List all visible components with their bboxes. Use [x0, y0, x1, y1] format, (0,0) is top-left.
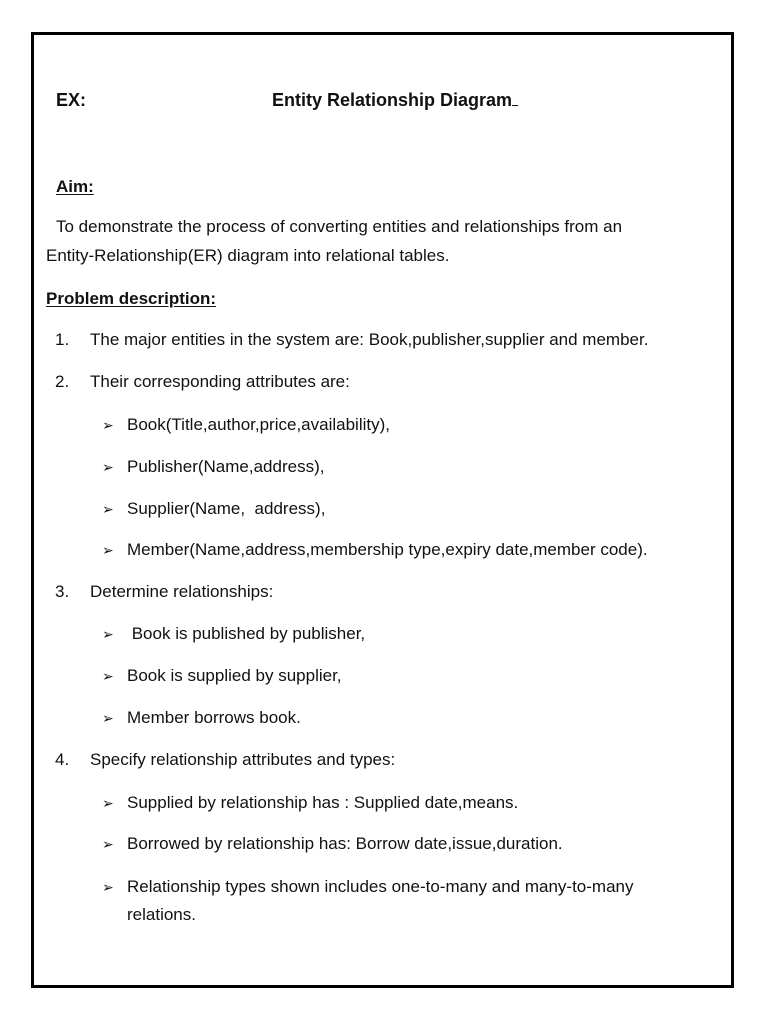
bullet-item: Book is supplied by supplier, — [127, 666, 342, 685]
bullet-item: Publisher(Name,address), — [127, 457, 325, 476]
bullet-item: Member(Name,address,membership type,expiry date,member code). — [127, 540, 648, 559]
bullet-item: Supplier(Name, address), — [127, 499, 326, 518]
arrow-bullet-icon: ➢ — [102, 795, 114, 811]
aim-text-line-1: To demonstrate the process of converting entities and relationships from an — [56, 217, 623, 236]
list-number: 2. — [55, 372, 70, 391]
arrow-bullet-icon: ➢ — [102, 710, 114, 726]
arrow-bullet-icon: ➢ — [102, 542, 114, 558]
arrow-bullet-icon: ➢ — [102, 668, 114, 684]
arrow-bullet-icon: ➢ — [102, 836, 114, 852]
arrow-bullet-icon: ➢ — [102, 879, 114, 895]
bullet-item: Book(Title,author,price,availability), — [127, 415, 390, 434]
aim-heading: Aim: — [56, 177, 94, 196]
bullet-item: Relationship types shown includes one-to-many and many-to-many — [127, 877, 634, 896]
list-item-text: The major entities in the system are: Book,publisher,supplier and member. — [90, 330, 649, 349]
arrow-bullet-icon: ➢ — [102, 417, 114, 433]
arrow-bullet-icon: ➢ — [102, 626, 114, 642]
list-item-text: Their corresponding attributes are: — [90, 372, 350, 391]
list-number: 4. — [55, 750, 70, 769]
bullet-item: Book is published by publisher, — [127, 624, 366, 643]
bullet-item-continuation: relations. — [127, 905, 196, 924]
bullet-item: Borrowed by relationship has: Borrow date,issue,duration. — [127, 834, 563, 853]
problem-description-heading: Problem description: — [46, 289, 217, 308]
bullet-item: Member borrows book. — [127, 708, 301, 727]
list-item-text: Specify relationship attributes and types: — [90, 750, 396, 769]
page-title-text: Entity Relationship Diagram — [272, 90, 513, 110]
arrow-bullet-icon: ➢ — [102, 459, 114, 475]
aim-text-line-2: Entity-Relationship(ER) diagram into relational tables. — [46, 246, 450, 265]
title-underline-mark — [512, 89, 518, 106]
exercise-label: EX: — [56, 90, 87, 110]
list-number: 1. — [55, 330, 70, 349]
arrow-bullet-icon: ➢ — [102, 501, 114, 517]
list-number: 3. — [55, 582, 70, 601]
page-title — [272, 89, 518, 111]
bullet-item: Supplied by relationship has : Supplied date,means. — [127, 793, 519, 812]
list-item-text: Determine relationships: — [90, 582, 274, 601]
